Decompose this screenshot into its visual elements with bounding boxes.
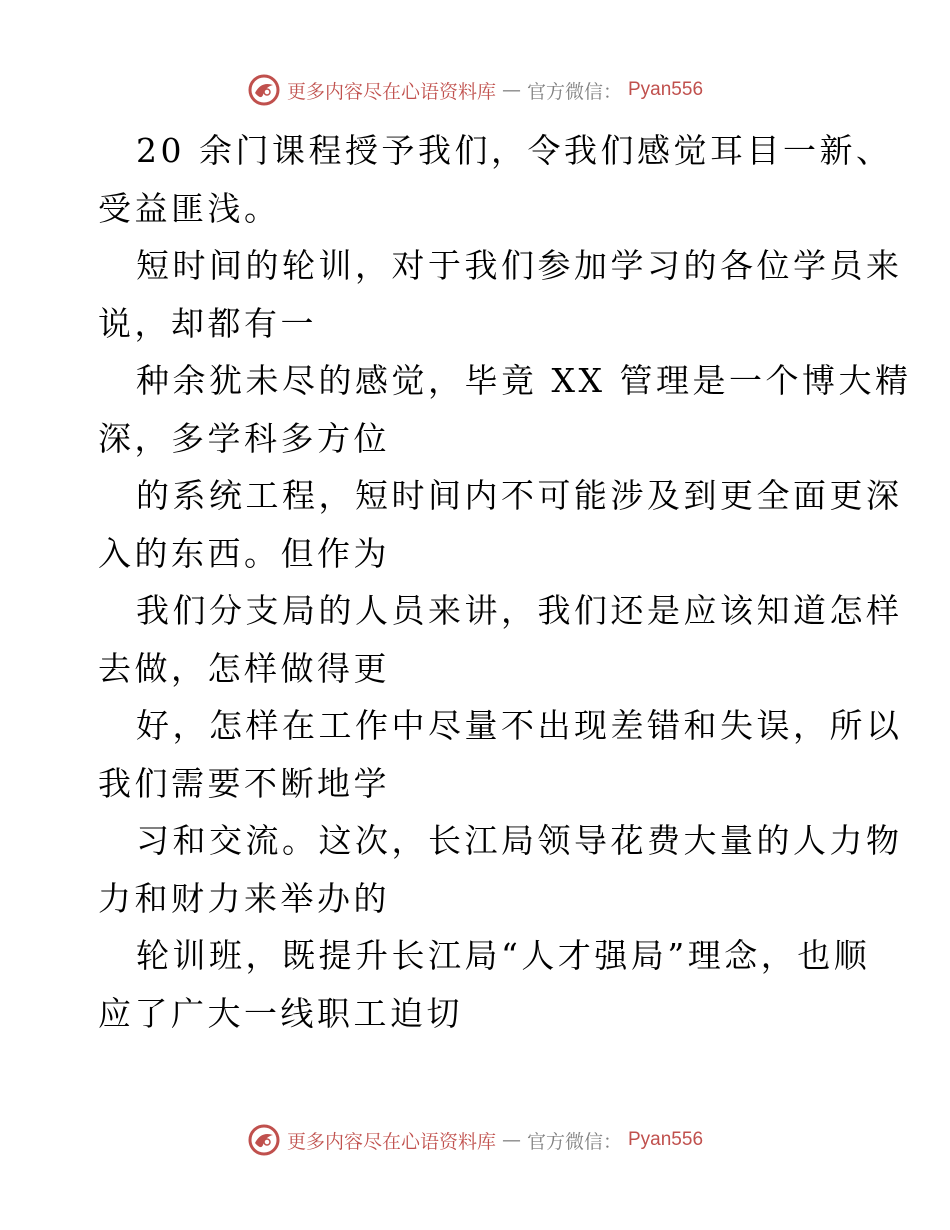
text-line: 去做，怎样做得更 [98,648,390,688]
text-line: 入的东西。但作为 [98,533,390,573]
watermark-wechat-id: Pyan556 [628,1129,704,1150]
text-line: 的系统工程，短时间内不可能涉及到更全面更深 [136,476,903,515]
watermark-separator: — [501,79,521,101]
watermark-wechat-label: 官方微信： [526,1130,622,1153]
page-header-watermark [0,70,950,110]
page-footer-watermark [0,1120,950,1160]
swirl-logo-icon [247,1123,281,1157]
document-body [98,122,912,1042]
watermark-brand [247,1123,703,1157]
watermark-site-text: 更多内容尽在心语资料库 [286,1130,496,1153]
text-line: 我们分支局的人员来讲，我们还是应该知道怎样 [136,591,903,630]
text-line: 力和财力来举办的 [98,878,390,918]
watermark-site-text: 更多内容尽在心语资料库 [286,80,496,103]
watermark-brand [247,73,703,107]
text-line: 深，多学科多方位 [98,418,390,458]
swirl-logo-icon [247,73,281,107]
text-line: 我们需要不断地学 [98,763,390,803]
text-line: 应了广大一线职工迫切 [98,993,463,1033]
watermark-wechat-id: Pyan556 [628,79,704,100]
text-line: 习和交流。这次，长江局领导花费大量的人力物 [136,821,903,860]
text-line: 受益匪浅。 [98,188,281,228]
text-line: 短时间的轮训，对于我们参加学习的各位学员来 [136,246,903,285]
watermark-wechat-label: 官方微信： [526,80,622,103]
text-line: 好，怎样在工作中尽量不出现差错和失误，所以 [136,706,903,745]
text-line: 种余犹未尽的感觉，毕竟 XX 管理是一个博大精 [136,361,912,400]
text-line: 20 余门课程授予我们，令我们感觉耳目一新、 [136,131,893,170]
text-line: 轮训班，既提升长江局“人才强局”理念，也顺 [136,936,871,975]
watermark-separator: — [501,1129,521,1151]
text-line: 说，却都有一 [98,303,317,343]
